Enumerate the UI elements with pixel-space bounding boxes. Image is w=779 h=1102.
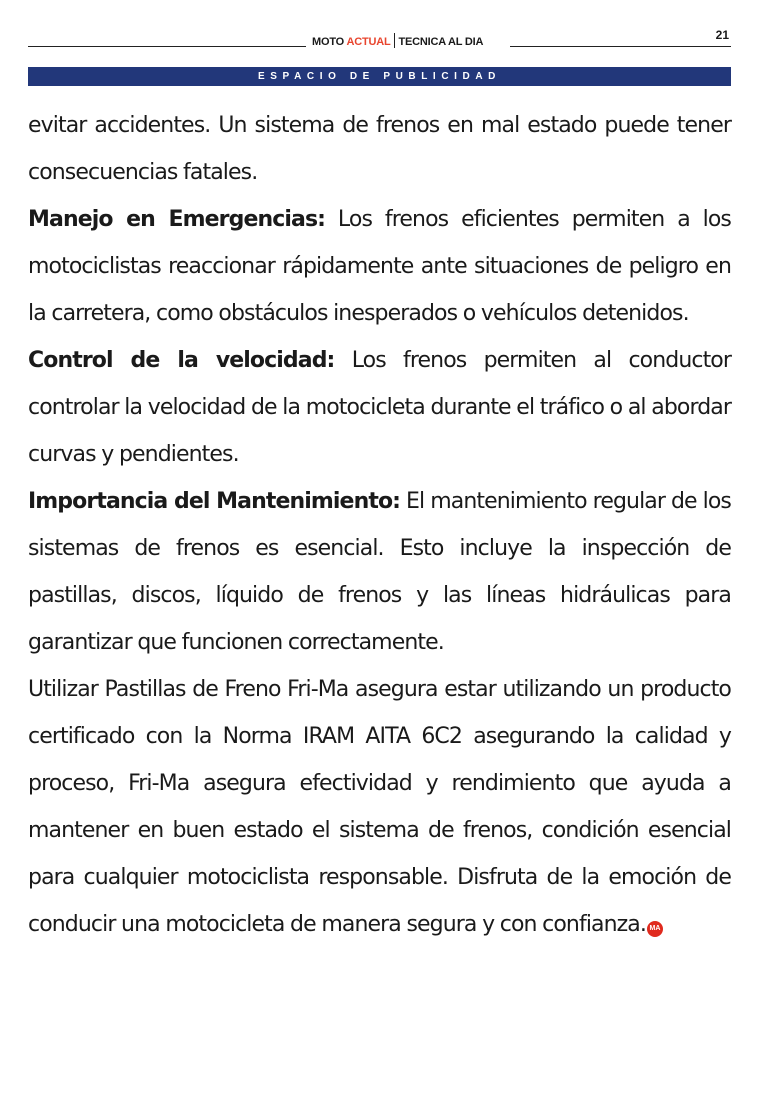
- heading-speed-control: Control de la velocidad:: [28, 348, 335, 373]
- paragraph-speed-control: [28, 337, 731, 478]
- section-name: TECNICA AL DIA: [398, 36, 484, 48]
- page-header: [28, 28, 731, 50]
- text-emergencies: Los frenos eficientes permiten a los motociclistas reaccionar rápidamente ante situaciones de peligro en la carretera, como obstáculos inesperados o vehículos detenidos.: [28, 207, 731, 326]
- brand-moto: MOTO: [312, 36, 347, 48]
- masthead: [312, 33, 483, 48]
- page-number: 21: [715, 28, 729, 42]
- text-frima: Utilizar Pastillas de Freno Fri-Ma asegura estar utilizando un producto certificado con la Norma IRAM AITA 6C2 asegurando la calidad y proceso, Fri-Ma asegura efectividad y rendimiento que ayuda a mantener en buen estado el sistema de frenos, condición esencial para cualquier motociclista responsable. Disfruta de la emoción de conducir una motocicleta de manera segura y con confianza.: [28, 677, 731, 937]
- text-speed-control: Los frenos permiten al conductor controlar la velocidad de la motocicleta durante el tráfico o al abordar curvas y pendientes.: [28, 348, 731, 467]
- header-rule-right: [510, 46, 731, 47]
- paragraph-maintenance: [28, 478, 731, 666]
- ad-space-banner: ESPACIO DE PUBLICIDAD: [28, 67, 731, 86]
- heading-maintenance: Importancia del Mantenimiento:: [28, 489, 401, 514]
- paragraph-emergencies: [28, 196, 731, 337]
- paragraph-frima: [28, 666, 731, 948]
- paragraph-intro: evitar accidentes. Un sistema de frenos en mal estado puede tener consecuencias fatales.: [28, 113, 731, 185]
- text-maintenance: El mantenimiento regular de los sistemas de frenos es esencial. Esto incluye la inspección de pastillas, discos, líquido de frenos y las líneas hidráulicas para garantizar que funcionen correctamente.: [28, 489, 731, 655]
- brand-actual: ACTUAL: [346, 36, 391, 48]
- masthead-separator: [394, 33, 395, 48]
- article-body: [28, 102, 731, 948]
- header-rule-left: [28, 46, 306, 47]
- heading-emergencies: Manejo en Emergencias:: [28, 207, 326, 232]
- end-mark-icon: MA: [647, 921, 663, 937]
